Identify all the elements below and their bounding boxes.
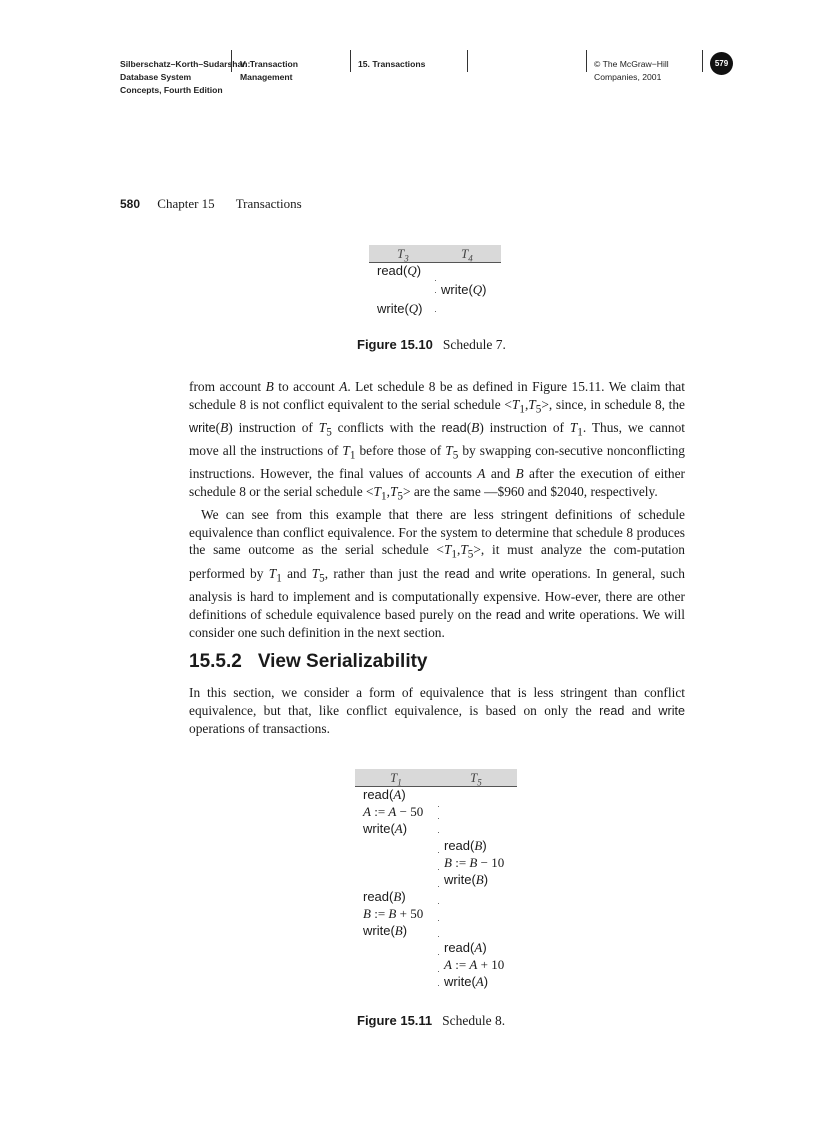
schedule-step: A := A − 50 [363, 804, 424, 819]
header-divider [350, 50, 351, 72]
running-head-chapter: Chapter 15 [157, 196, 215, 211]
running-head-title: Transactions [235, 196, 302, 211]
header-divider [467, 50, 468, 72]
schedule-step: read(A) [363, 787, 406, 802]
body-paragraphs [189, 378, 685, 642]
header-divider [231, 50, 232, 72]
column-t4: $T_4$ [461, 246, 473, 264]
schedule-7-table [369, 245, 501, 320]
schedule-step: write(Q) [441, 282, 487, 297]
schedule-step: write(B) [363, 923, 408, 938]
figure-caption: Figure 15.10 Schedule 7. [357, 337, 506, 352]
header-divider [586, 50, 587, 72]
table-header [355, 769, 517, 787]
header-part: V. Transaction Management [240, 59, 298, 82]
paragraph: from account B to account A. Let schedule 8 be as defined in Figure 15.11. We claim that schedule 8 is not conflict equivalent to the serial schedule $<T_1,T_5>$, since, in schedule 8, the write(B) instruction of $T_5$ conflicts with the read(B) instruction of $T_1$. Thus, we cannot move all the instructions of $T_1$ before those of $T_5$ by swapping con-secutive nonconflicting instructions. However, the final values of accounts A and B after the execution of either schedule 8 or the serial schedule $<T_1,T_5>$ are the same —$960 and $2040, respectively. [189, 379, 686, 503]
schedule-step: read(Q) [377, 263, 422, 278]
body-paragraphs [189, 684, 685, 738]
schedule-step: write(Q) [377, 301, 423, 316]
header-book: Silberschatz–Korth–Sudarshan: Database System Concepts, Fourth Edition [120, 59, 251, 95]
schedule-step: A := A + 10 [444, 957, 505, 972]
page-number-badge: 579 [710, 52, 733, 75]
schedule-step: B := B + 50 [363, 906, 424, 921]
section-heading: 15.5.2 View Serializability [189, 651, 428, 672]
schedule-8-table [355, 769, 517, 991]
column-t3: $T_3$ [397, 246, 409, 264]
paragraph: In this section, we consider a form of equivalence that is less stringent than conflict equivalence, but that, like conflict equivalence, is based on only the read and write operations of transactions. [189, 685, 686, 737]
paragraph: We can see from this example that there are less stringent definitions of schedule equivalence than conflict equivalence. For the system to determine that schedule 8 produces the same outcome as the serial schedule $<T_1,T_5>$, it must analyze the com-putation performed by $T_1$ and $T_5$, rather than just the read and write operations. In general, such analysis is hard to implement and is computationally expensive. How-ever, there are other definitions of schedule equivalence based purely on the read and write operations. We will consider one such definition in the next section. [189, 507, 686, 641]
schedule-step: read(B) [444, 838, 487, 853]
figure-caption: Figure 15.11 Schedule 8. [357, 1013, 506, 1028]
running-head [120, 196, 302, 212]
column-t5: $T_5$ [470, 770, 482, 788]
schedule-step: write(A) [363, 821, 408, 836]
header-chapter: 15. Transactions [358, 59, 426, 69]
table-header [369, 245, 501, 263]
header-copyright: © The McGraw−Hill Companies, 2001 [594, 59, 669, 82]
schedule-step: read(B) [363, 889, 406, 904]
page-number: 580 [120, 197, 141, 211]
schedule-step: write(B) [444, 872, 489, 887]
schedule-step: B := B − 10 [444, 855, 505, 870]
column-t1: $T_1$ [390, 770, 402, 788]
header-divider [702, 50, 703, 72]
schedule-step: write(A) [444, 974, 489, 989]
schedule-step: read(A) [444, 940, 487, 955]
